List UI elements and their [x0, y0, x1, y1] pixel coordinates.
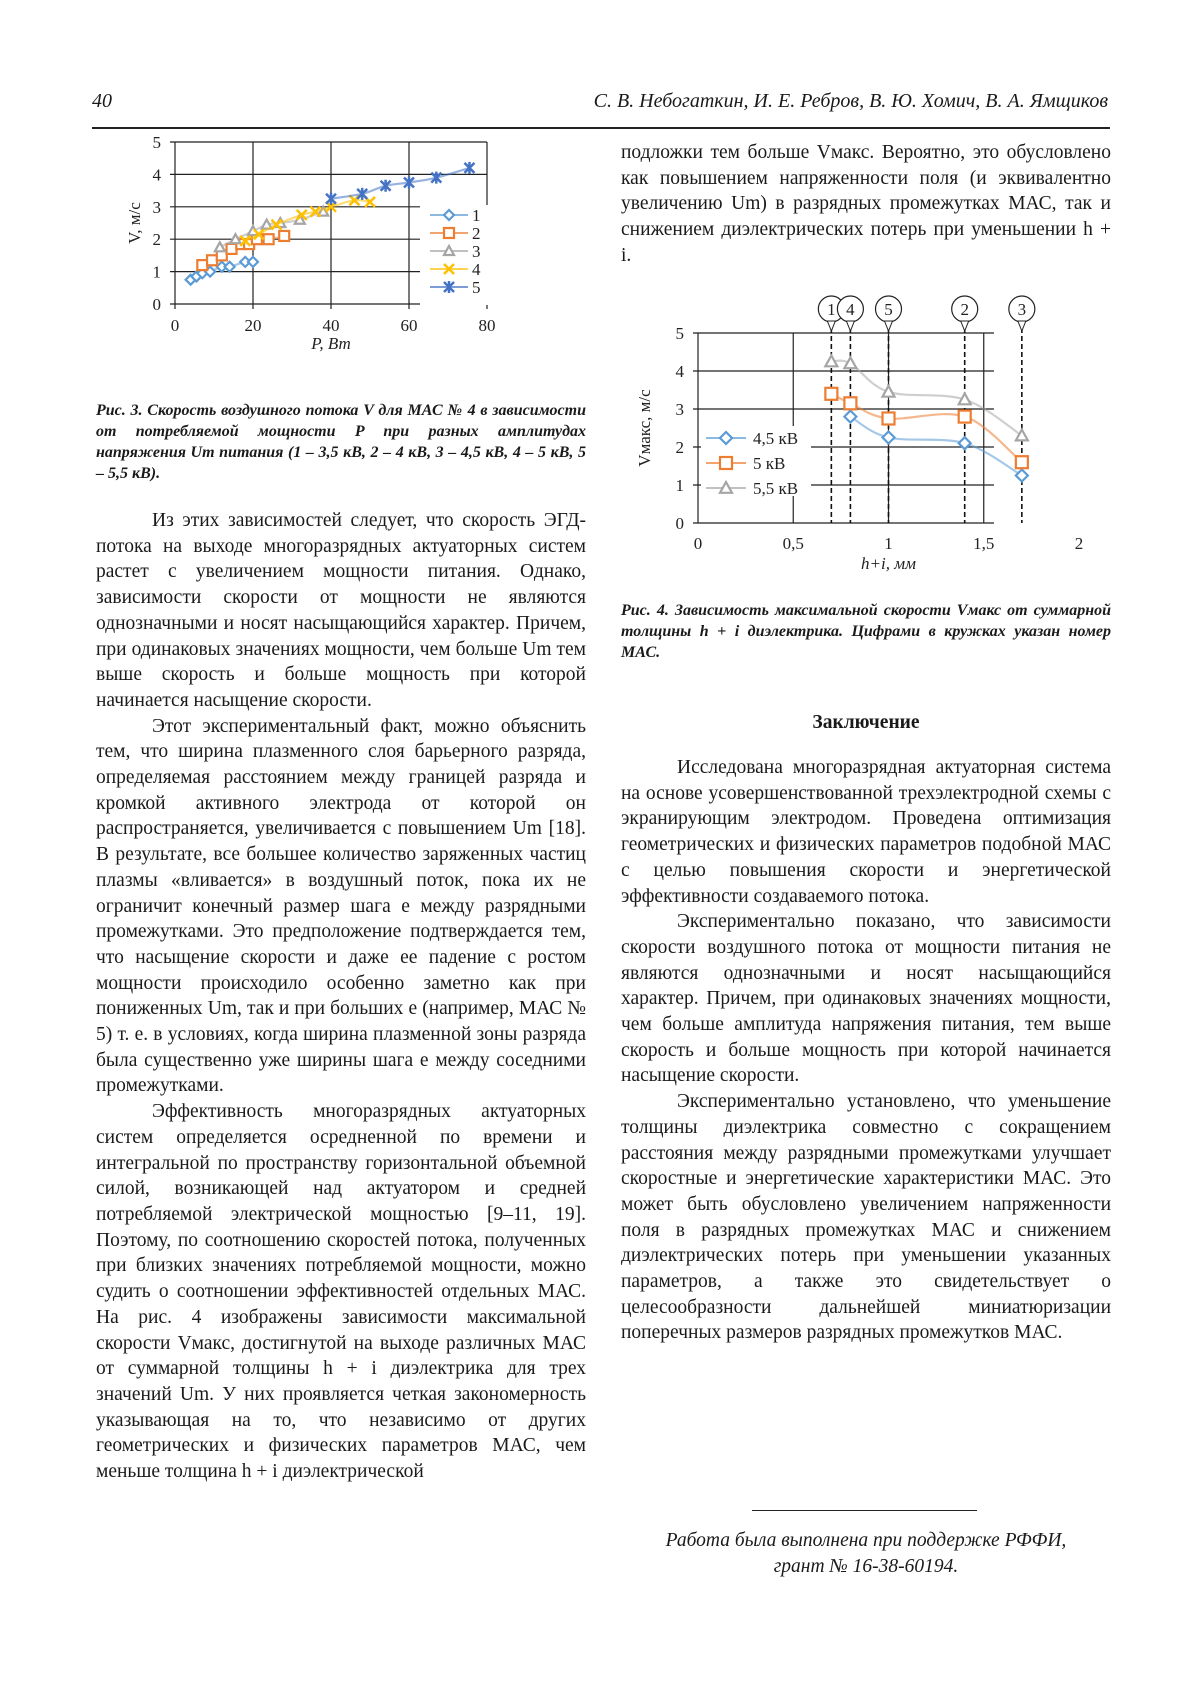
data-point-square — [883, 413, 895, 425]
mac-number-label: 2 — [960, 300, 969, 319]
x-tick-label: 0 — [170, 316, 180, 335]
y-axis-label: Vмакс, м/с — [635, 389, 654, 467]
y-tick-label: 2 — [675, 438, 684, 457]
legend-label: 1 — [472, 206, 481, 225]
x-tick-label: 1 — [884, 534, 893, 553]
mac-bubble-pointer — [885, 321, 893, 331]
paragraph: Этот экспериментальный факт, можно объяснить тем, что ширина плазменного слоя барьерного разряда, определяемая расстоянием между границей разряда и кромкой активного электрода от которой он распространяется, увеличивается с повышением Um [18]. В результате, все большее количество заряженных частиц плазмы «вливается» в воздушный поток, пока их не ограничит конечный размер шага e между разрядными промежутками. Это предположение подтверждается тем, что насыщение скорости и даже ее падение с ростом мощности происходило особенно заметно как при пониженных Um, так и при больших e (например, МАС № 5) т. е. в условиях, когда ширина плазменной зоны разряда была существенно уже ширины шага e между соседними промежутками. — [96, 715, 586, 1097]
legend-label: 5 — [472, 278, 481, 297]
data-point-triangle — [215, 242, 225, 251]
data-point-square — [227, 244, 237, 254]
data-point-square — [720, 457, 732, 469]
series-line-5 — [331, 168, 469, 199]
series-line — [831, 394, 1022, 462]
running-header-authors: С. В. Небогаткин, И. Е. Ребров, В. Ю. Хомич, В. А. Ямщиков — [593, 90, 1108, 112]
x-tick-label: 0,5 — [782, 534, 804, 553]
data-point-triangle — [1016, 430, 1028, 441]
data-point-triangle — [959, 394, 971, 405]
legend-label: 4,5 кВ — [753, 429, 799, 448]
data-point-square — [844, 397, 856, 409]
data-point-triangle — [230, 234, 240, 243]
x-axis-label: P, Вт — [311, 334, 351, 353]
mac-number-label: 1 — [827, 300, 836, 319]
funding-line-1: Работа была выполнена при поддержке РФФИ, — [665, 1530, 1067, 1551]
paragraph: Из этих зависимостей следует, что скорость ЭГД-потока на выходе многоразрядных актуаторных систем растет с увеличением мощности питания. Однако, зависимости скорости от мощности не являются однозначными и носят насыщающийся характер. Причем, при одинаковых значениях мощности, чем больше Um тем выше скорость и больше мощность при которой начинается насыщение скорости. — [96, 510, 586, 711]
data-point-square — [197, 260, 207, 270]
data-point-diamond — [883, 432, 895, 444]
data-point-triangle — [825, 356, 837, 367]
series-line — [850, 417, 1021, 476]
figure-4-caption: Рис. 4. Зависимость максимальной скорости Vмакс от суммарной толщины h + i диэлектрика. Цифрами в кружках указан номер МАС. — [621, 602, 1111, 661]
funding-note — [621, 1528, 1111, 1580]
x-tick-label: 80 — [478, 316, 496, 335]
mac-bubble-pointer — [961, 321, 969, 331]
header-rule — [92, 127, 1110, 129]
y-tick-label: 3 — [675, 400, 684, 419]
y-tick-label: 4 — [152, 165, 161, 185]
data-point-triangle — [844, 357, 856, 368]
data-point-square — [825, 388, 837, 400]
figure-4-chart — [600, 290, 1120, 590]
x-tick-label: 1,5 — [973, 534, 995, 553]
y-tick-label: 2 — [152, 230, 161, 250]
left-column — [96, 508, 586, 1485]
right-column-conclusion — [621, 755, 1111, 1346]
data-point-square — [959, 411, 971, 423]
paragraph: подложки тем больше Vмакс. Вероятно, это обусловлено как повышением напряженности поля (и эквивалентно увеличению Um) в разрядных промежутках МАС, так и снижением диэлектрических потерь при уменьшении h + i. — [621, 142, 1111, 266]
paragraph: Экспериментально показано, что зависимости скорости воздушного потока от мощности питания не являются однозначными и носят насыщающийся характер. Причем, при одинаковых значениях мощности, чем больше амплитуда напряжения питания, тем выше скорость и больше мощность при которой начинается насыщение скорости. — [621, 911, 1111, 1087]
y-tick-label: 5 — [675, 324, 684, 343]
y-tick-label: 3 — [152, 197, 161, 217]
y-tick-label: 0 — [675, 514, 684, 533]
legend-label: 4 — [472, 260, 481, 279]
y-tick-label: 0 — [152, 295, 161, 314]
legend-label: 3 — [472, 242, 481, 261]
data-point-diamond — [248, 257, 258, 267]
mac-bubble-pointer — [827, 321, 835, 331]
legend-label: 5 кВ — [753, 454, 786, 473]
data-point-diamond — [225, 262, 235, 272]
figure-3-chart — [120, 135, 550, 385]
y-tick-label: 5 — [152, 135, 161, 152]
funding-rule — [752, 1510, 977, 1511]
right-column-top — [621, 140, 1111, 269]
funding-line-2: грант № 16-38-60194. — [773, 1556, 959, 1577]
page-number: 40 — [92, 90, 112, 112]
data-point-square — [207, 255, 217, 265]
mac-number-label: 3 — [1017, 300, 1027, 319]
x-tick-label: 20 — [244, 316, 262, 335]
y-tick-label: 4 — [675, 362, 684, 381]
x-tick-label: 40 — [322, 316, 340, 335]
legend-background — [420, 205, 500, 305]
paragraph: Эффективность многоразрядных актуаторных систем определяется осредненной по времени и интегральной по пространству горизонтальной объемной силой, возникающей над актуатором и средней потребляемой электрической мощностью [9–11, 19]. Поэтому, по соотношению скоростей потока, полученных при близких значениях потребляемой мощности, можно судить о соотношении эффективностей отдельных МАС. На рис. 4 изображены зависимости максимальной скорости Vмакс, достигнутой на выходе различных МАС от суммарной толщины h + i диэлектрика для трех значений Um. У них проявляется четкая закономерность указывающая на то, что независимо от других геометрических и физических параметров МАС, чем меньше толщина h + i диэлектрической — [96, 1101, 586, 1483]
data-point-diamond — [844, 411, 856, 423]
mac-number-label: 4 — [846, 300, 855, 319]
data-point-square — [264, 234, 274, 244]
figure-3-caption: Рис. 3. Скорость воздушного потока V для МАС № 4 в зависимости от потребляемой мощности P при разных амплитудах напряжения Um питания (1 – 3,5 кВ, 2 – 4 кВ, 3 – 4,5 кВ, 4 – 5 кВ, 5 – 5,5 кВ). — [96, 402, 586, 482]
data-point-triangle — [883, 386, 895, 397]
x-tick-label: 2 — [1074, 534, 1084, 553]
y-axis-label: V, м/с — [125, 202, 144, 244]
legend-label: 2 — [472, 224, 481, 243]
data-point-square — [444, 228, 454, 238]
data-point-square — [279, 231, 289, 241]
paragraph: Экспериментально установлено, что уменьшение толщины диэлектрика совместно с сокращением расстояния между разрядными промежутками улучшает скоростные и энергетические характеристики МАС. Это может быть обусловлено увеличением напряженности поля в разрядных промежутках МАС и снижением диэлектрических потерь при уменьшении указанных параметров, а также это свидетельствует о целесообразности дальнейшей миниатюризации поперечных размеров разрядных промежутков МАС. — [621, 1091, 1111, 1344]
x-tick-label: 60 — [400, 316, 418, 335]
mac-bubble-pointer — [1018, 321, 1026, 331]
legend-label: 5,5 кВ — [753, 479, 799, 498]
mac-number-label: 5 — [884, 300, 893, 319]
x-axis-label: h+i, мм — [861, 554, 916, 573]
mac-bubble-pointer — [846, 321, 854, 331]
y-tick-label: 1 — [152, 262, 161, 282]
y-tick-label: 1 — [675, 476, 684, 495]
data-point-diamond — [1016, 470, 1028, 482]
x-tick-label: 0 — [693, 534, 703, 553]
paragraph: Исследована многоразрядная актуаторная система на основе усовершенствованной трехэлектродной схемы с экранирующим электродом. Проведена оптимизация геометрических и физических параметров подобной МАС с целью повышения скорости и энергетической эффективности создаваемого потока. — [621, 757, 1111, 907]
data-point-square — [1016, 456, 1028, 468]
section-heading-conclusion: Заключение — [812, 712, 920, 733]
